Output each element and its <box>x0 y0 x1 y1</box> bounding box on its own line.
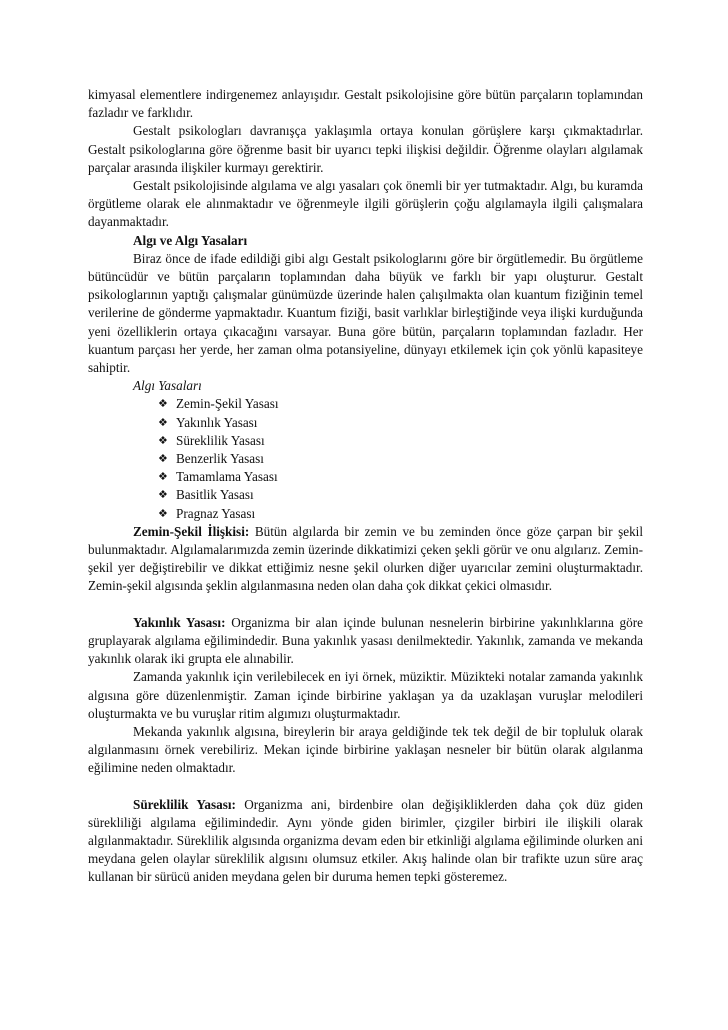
paragraph-zamanda-yakinlik: Zamanda yakınlık için verilebilecek en iyi örnek, müziktir. Müzikteki notalar zamanda yakınlık algısına göre düzenlenmiştir. Zaman içinde birbirine yaklaşan ya da uzaklaşan vuruşlar melodileri oluşturmakta ve bu vuruşlar ritim algımızı oluşturmaktadır. <box>88 669 643 721</box>
diamond-bullet-icon: ❖ <box>158 452 168 466</box>
diamond-bullet-icon: ❖ <box>158 415 168 429</box>
yakinlik-title: Yakınlık Yasası: <box>133 614 226 630</box>
laws-list <box>88 395 643 522</box>
diamond-bullet-icon: ❖ <box>158 397 168 411</box>
list-item: ❖ Benzerlik Yasası <box>158 450 643 468</box>
diamond-bullet-icon: ❖ <box>158 506 168 520</box>
zemin-sekil-title: Zemin-Şekil İlişkisi: <box>133 523 250 539</box>
section-heading: Algı ve Algı Yasaları <box>133 232 248 248</box>
laws-label: Algı Yasaları <box>133 378 202 394</box>
paragraph-intro: kimyasal elementlere indirgenemez anlayışıdır. Gestalt psikolojisine göre bütün parçaların toplamından fazladır ve farklıdır. <box>88 87 643 121</box>
list-item: ❖ Pragnaz Yasası <box>158 505 643 523</box>
document-page <box>88 86 643 887</box>
yakinlik-text: Organizma bir alan içinde bulunan nesnelerin birbirine yakınlıklarına göre gruplayarak algılama eğilimindedir. Buna yakınlık yasası denilmektedir. Yakınlık, zamanda ve mekanda yakınlık olarak iki grupta ele alınabilir. <box>88 614 643 667</box>
paragraph-sureklilik <box>88 796 643 887</box>
list-item: ❖ Yakınlık Yasası <box>158 414 643 432</box>
diamond-bullet-icon: ❖ <box>158 433 168 447</box>
zemin-sekil-text: Bütün algılarda bir zemin ve bu zeminden önce göze çarpan bir şekil bulunmaktadır. Algılamalarımızda zemin üzerinde dikkatimizi çeken şekli görür ve onu algılarız. Zemin-şekil yer değiştirebilir ve dikkat ettiğimiz nesne şekil olurken diğer uyarıcılar zemini oluşturmaktadır. Zemin-şekil algısında şeklin algılanmasına neden olan daha çok dikkat çekici olmasıdır. <box>88 523 643 594</box>
list-item: ❖ Süreklilik Yasası <box>158 432 643 450</box>
list-item: ❖ Tamamlama Yasası <box>158 468 643 486</box>
paragraph-perception: Gestalt psikolojisinde algılama ve algı yasaları çok önemli bir yer tutmaktadır. Algı, bu kuramda örgütleme olarak ele alınmaktadır ve öğrenmeyle ilgili görüşlerin çoğu algılamayla ilgili çalışmalara dayanmaktadır. <box>88 178 643 230</box>
paragraph-behaviorism: Gestalt psikologları davranışça yaklaşımla ortaya konulan görüşlere karşı çıkmaktadırlar. Gestalt psikologlarına göre öğrenme basit bir uyarıcı tepki ilişkisi değildir. Öğrenme olayları algılamak parçalar arasında ilişkiler kurmayı gerektirir. <box>88 123 643 175</box>
paragraph-organization: Biraz önce de ifade edildiği gibi algı Gestalt psikologlarını göre bir örgütlemedir. Bu örgütleme bütüncüdür ve bütün parçaların toplamından daha büyük ve farklı bir yapı oluşturur. Gestalt psikologlarının yaptığı çalışmalar günümüzde üzerinde halen çalışılmakta olan kuantum fiziğinin temel verilerine de gönderme yapmaktadır. Kuantum fiziği, basit varlıklar birleştiğinde veya ilişki kurduğunda yeni özelliklerin ortaya çıkacağını varsayar. Buna göre bütün, parçaların toplamından fazladır. Her kuantum parçası her yerde, her zaman olma potansiyeline, dünyayı etkilemek için çok yönlü kapasiteye sahiptir. <box>88 250 643 376</box>
paragraph-mekanda-yakinlik: Mekanda yakınlık algısına, bireylerin bir araya geldiğinde tek tek değil de bir topluluk olarak algılanmasını örnek verebiliriz. Mekan içinde birbirine yaklaşan nesneler bir bütün olarak algılanma eğilimine neden olmaktadır. <box>88 723 643 776</box>
paragraph-zemin-sekil <box>88 523 643 596</box>
list-item: ❖ Zemin-Şekil Yasası <box>158 395 643 413</box>
sureklilik-text: Organizma ani, birdenbire olan değişikliklerden daha çok düz giden sürekliliği algılama eğilimindedir. Aynı yönde giden birimler, çizgiler birbiri ile ilişkili olarak algılanmaktadır. Süreklilik algısında organizma devam eden bir etkinliği algılama eğiliminde olurken ani meydana gelen olaylar süreklilik algısını olumsuz etkiler. Akış halinde olan bir trafikte uzun süre araç kullanan bir sürücü aniden meydana gelen bir duruma hemen tepki gösteremez. <box>88 796 644 885</box>
sureklilik-title: Süreklilik Yasası: <box>133 796 236 812</box>
diamond-bullet-icon: ❖ <box>158 488 168 502</box>
diamond-bullet-icon: ❖ <box>158 470 168 484</box>
paragraph-yakinlik <box>88 614 643 669</box>
list-item: ❖ Basitlik Yasası <box>158 486 643 504</box>
